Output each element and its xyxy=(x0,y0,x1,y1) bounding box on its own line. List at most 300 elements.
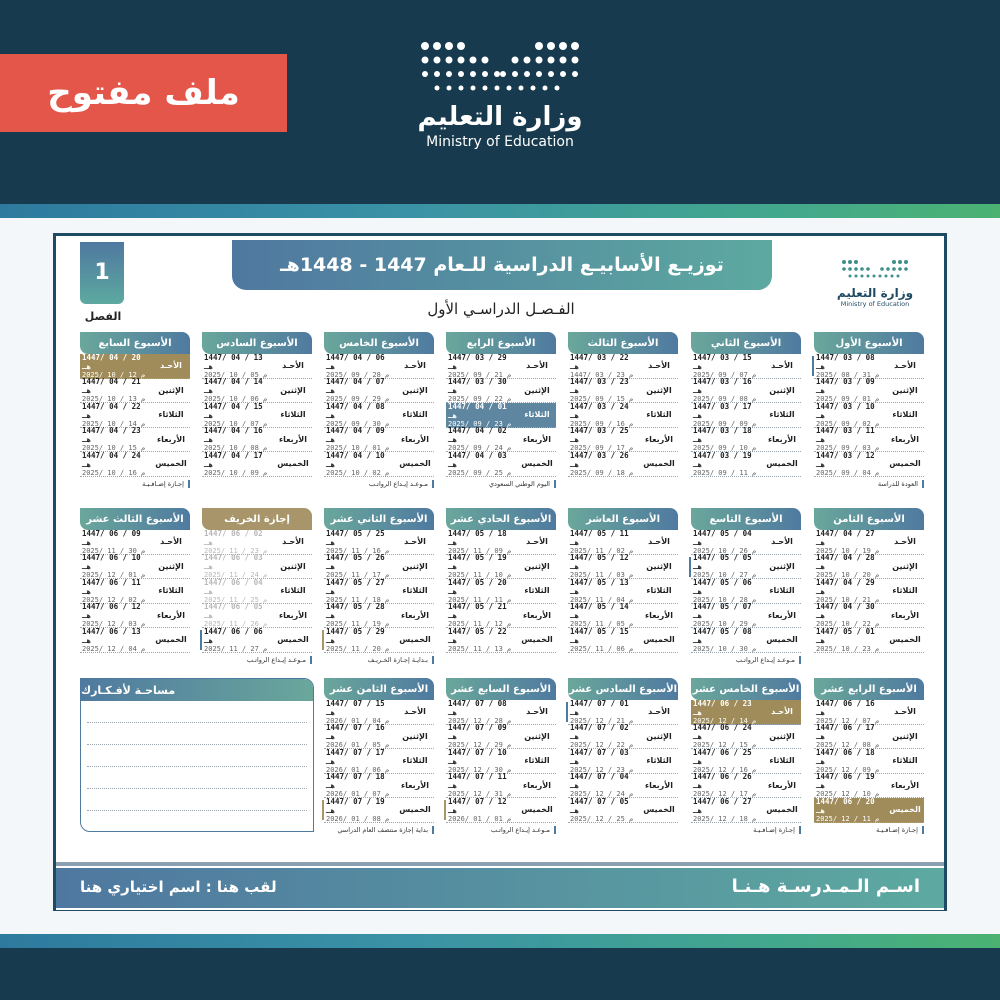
day-name: الثلاثاء xyxy=(524,586,550,596)
day-dates xyxy=(814,426,886,452)
day-dates xyxy=(568,797,640,823)
hijri-date: 1447/ 07 / 18 هـ xyxy=(326,772,385,791)
week-title: الأسبوع الثامن xyxy=(814,508,924,530)
day-dates xyxy=(814,627,886,653)
gregorian-date: 2025/ 09 / 23 م xyxy=(448,419,512,428)
hijri-date: 1447/ 04 / 15 هـ xyxy=(204,401,263,420)
day-name: الثلاثاء xyxy=(646,410,672,420)
gregorian-date: 2025/ 10 / 29 م xyxy=(693,620,757,629)
week-title: الأسبوع الخامس xyxy=(324,332,434,354)
gregorian-date: 2025/ 11 / 23 م xyxy=(204,546,268,555)
day-name: الأربعاء xyxy=(891,780,919,790)
day-row xyxy=(814,700,924,725)
day-row xyxy=(568,452,678,477)
day-name: الثلاثاء xyxy=(402,586,428,596)
day-row xyxy=(691,354,801,379)
ministry-dots-icon xyxy=(415,38,585,98)
gregorian-date: 2025/ 12 / 17 م xyxy=(693,790,757,799)
day-name: الإثنين xyxy=(402,561,428,571)
hijri-date: 1447/ 05 / 18 هـ xyxy=(448,528,507,547)
hijri-date: 1447/ 05 / 26 هـ xyxy=(326,553,385,572)
hijri-date: 1447/ 06 / 20 هـ xyxy=(816,796,875,815)
hijri-date: 1447/ 05 / 29 هـ xyxy=(326,626,385,645)
gregorian-date: 2025/ 10 / 19 م xyxy=(816,546,880,555)
day-row xyxy=(446,628,556,653)
day-dates xyxy=(80,602,152,628)
day-name: الثلاثاء xyxy=(892,586,918,596)
day-dates xyxy=(691,402,763,428)
day-row xyxy=(814,530,924,555)
hijri-date: 1447/ 07 / 19 هـ xyxy=(326,796,385,815)
day-dates xyxy=(568,602,640,628)
day-row xyxy=(324,749,434,774)
day-row xyxy=(80,628,190,653)
day-name: الإثنين xyxy=(280,561,306,571)
gregorian-date: 2025/ 11 / 19 م xyxy=(326,620,390,629)
hijri-date: 1447/ 06 / 25 هـ xyxy=(693,747,752,766)
day-dates xyxy=(568,723,640,749)
gregorian-date: 2025/ 11 / 04 م xyxy=(570,595,634,604)
day-name: الخميس xyxy=(521,459,553,469)
day-name: الخميس xyxy=(399,805,431,815)
day-name: الإثنين xyxy=(402,731,428,741)
day-row xyxy=(814,749,924,774)
day-name: الأحـد xyxy=(526,361,548,371)
day-name: الأحـد xyxy=(771,707,793,717)
hijri-date: 1447/ 04 / 14 هـ xyxy=(204,377,263,396)
day-name: الإثنين xyxy=(646,731,672,741)
day-name: الإثنين xyxy=(892,561,918,571)
gregorian-date: 2026/ 01 / 01 م xyxy=(448,814,512,823)
week-card xyxy=(80,508,190,670)
school-name[interactable]: اسـم الـمـدرسـة هـنـا xyxy=(731,876,920,897)
gregorian-date: 2025/ 09 / 07 م xyxy=(693,370,757,379)
week-title: الأسبوع الثاني xyxy=(691,332,801,354)
day-row xyxy=(324,379,434,404)
day-name: الخميس xyxy=(521,635,553,645)
day-row xyxy=(202,628,312,653)
day-name: الخميس xyxy=(766,805,798,815)
hijri-date: 1447/ 05 / 27 هـ xyxy=(326,577,385,596)
mini-logo-arabic: وزارة التعليم xyxy=(836,286,914,300)
day-name: الأحـد xyxy=(894,707,916,717)
gregorian-date: 2025/ 11 / 20 م xyxy=(326,644,390,653)
day-dates xyxy=(691,748,763,774)
day-dates xyxy=(446,699,518,725)
open-file-badge[interactable]: ملف مفتوح xyxy=(0,54,287,132)
hijri-date: 1447/ 03 / 12 هـ xyxy=(816,450,875,469)
day-dates xyxy=(568,748,640,774)
day-dates xyxy=(202,529,274,555)
day-row xyxy=(446,798,556,823)
hijri-date: 1447/ 04 / 30 هـ xyxy=(816,602,875,621)
hijri-date: 1447/ 04 / 17 هـ xyxy=(204,450,263,469)
day-dates xyxy=(202,602,274,628)
day-row xyxy=(568,604,678,629)
gregorian-date: 2025/ 10 / 05 م xyxy=(204,370,268,379)
day-name: الإثنين xyxy=(892,731,918,741)
day-name: الثلاثاء xyxy=(524,756,550,766)
gregorian-date: 2025/ 10 / 26 م xyxy=(693,546,757,555)
hijri-date: 1447/ 05 / 28 هـ xyxy=(326,602,385,621)
hijri-date: 1447/ 06 / 23 هـ xyxy=(693,698,752,717)
hijri-date: 1447/ 05 / 11 هـ xyxy=(570,528,629,547)
day-row xyxy=(324,428,434,453)
week-title: الأسبوع الرابع xyxy=(446,332,556,354)
day-name: الخميس xyxy=(643,805,675,815)
day-dates xyxy=(324,578,396,604)
gregorian-date: 2025/ 11 / 09 م xyxy=(448,546,512,555)
day-dates xyxy=(446,426,518,452)
day-name: الإثنين xyxy=(524,561,550,571)
gregorian-date: 2025/ 10 / 09 م xyxy=(204,468,268,477)
day-dates xyxy=(691,553,763,579)
day-name: الثلاثاء xyxy=(769,756,795,766)
hijri-date: 1447/ 06 / 12 هـ xyxy=(82,602,141,621)
week-card xyxy=(446,678,556,840)
hijri-date: 1447/ 07 / 11 هـ xyxy=(448,772,507,791)
hijri-date: 1447/ 03 / 24 هـ xyxy=(570,401,629,420)
day-dates xyxy=(202,627,274,653)
week-note: بـدايـة إجـازة الخـريـف xyxy=(324,656,434,664)
day-dates xyxy=(324,748,396,774)
day-dates xyxy=(814,451,886,477)
hijri-date: 1447/ 06 / 06 هـ xyxy=(204,626,263,645)
day-row xyxy=(691,604,801,629)
hijri-date: 1447/ 06 / 04 هـ xyxy=(204,577,263,596)
day-name: الأحـد xyxy=(894,361,916,371)
day-name: الأربعاء xyxy=(768,780,796,790)
day-dates xyxy=(446,748,518,774)
gregorian-date: 2025/ 09 / 18 م xyxy=(570,468,634,477)
day-row xyxy=(814,604,924,629)
week-title: إجازة الخريف xyxy=(202,508,312,530)
day-dates xyxy=(691,353,763,379)
day-dates xyxy=(324,529,396,555)
gregorian-date: 2025/ 09 / 30 م xyxy=(326,419,390,428)
gregorian-date: 2025/ 12 / 07 م xyxy=(816,716,880,725)
day-row xyxy=(446,604,556,629)
week-title: الأسبوع السادس xyxy=(202,332,312,354)
day-row xyxy=(814,354,924,379)
day-row xyxy=(202,354,312,379)
week-title: الأسبوع السابع عشر xyxy=(446,678,556,700)
day-dates xyxy=(202,377,274,403)
day-row xyxy=(324,628,434,653)
gregorian-date: 2025/ 09 / 04 م xyxy=(816,468,880,477)
day-dates xyxy=(814,772,886,798)
day-dates xyxy=(324,699,396,725)
day-name: الإثنين xyxy=(769,561,795,571)
day-row xyxy=(446,700,556,725)
gregorian-date: 2025/ 12 / 15 م xyxy=(693,741,757,750)
ideas-line[interactable] xyxy=(87,745,307,767)
gregorian-date: 2025/ 09 / 03 م xyxy=(816,444,880,453)
week-card xyxy=(568,678,678,840)
day-name: الأربعاء xyxy=(523,610,551,620)
day-name: الثلاثاء xyxy=(769,586,795,596)
gregorian-date: 2025/ 10 / 21 م xyxy=(816,595,880,604)
hijri-date: 1447/ 07 / 15 هـ xyxy=(326,698,385,717)
day-dates xyxy=(202,426,274,452)
day-dates xyxy=(80,353,152,379)
day-row xyxy=(814,798,924,823)
day-row xyxy=(568,725,678,750)
week-card xyxy=(814,332,924,494)
day-name: الإثنين xyxy=(402,385,428,395)
hijri-date: 1447/ 07 / 12 هـ xyxy=(448,796,507,815)
week-card xyxy=(324,508,434,670)
gregorian-date: 2025/ 10 / 02 م xyxy=(326,468,390,477)
gregorian-date: 2025/ 08 / 31 م xyxy=(816,370,880,379)
gregorian-date: 2025/ 10 / 30 م xyxy=(693,644,757,653)
hijri-date: 1447/ 03 / 30 هـ xyxy=(448,377,507,396)
day-row xyxy=(568,774,678,799)
hijri-date: 1447/ 04 / 02 هـ xyxy=(448,426,507,445)
hijri-date: 1447/ 06 / 09 هـ xyxy=(82,528,141,547)
hijri-date: 1447/ 04 / 28 هـ xyxy=(816,553,875,572)
day-name: الأربعاء xyxy=(279,434,307,444)
day-row xyxy=(80,555,190,580)
day-row xyxy=(814,555,924,580)
week-card xyxy=(324,678,434,840)
hijri-date: 1447/ 07 / 05 هـ xyxy=(570,796,629,815)
hijri-date: 1447/ 06 / 27 هـ xyxy=(693,796,752,815)
hijri-date: 1447/ 07 / 08 هـ xyxy=(448,698,507,717)
ideas-line[interactable] xyxy=(87,767,307,789)
day-name: الأحـد xyxy=(282,361,304,371)
day-name: الثلاثاء xyxy=(892,410,918,420)
gregorian-date: 2025/ 12 / 04 م xyxy=(82,644,146,653)
day-name: الخميس xyxy=(766,459,798,469)
day-name: الأربعاء xyxy=(523,780,551,790)
ideas-box[interactable] xyxy=(80,678,314,832)
day-name: الأربعاء xyxy=(891,610,919,620)
gregorian-date: 2025/ 12 / 09 م xyxy=(816,765,880,774)
day-name: الثلاثاء xyxy=(280,586,306,596)
hijri-date: 1447/ 03 / 15 هـ xyxy=(693,352,752,371)
day-dates xyxy=(324,797,396,823)
day-name: الأربعاء xyxy=(768,610,796,620)
hijri-date: 1447/ 05 / 05 هـ xyxy=(693,553,752,572)
gregorian-date: 2025/ 11 / 30 م xyxy=(82,546,146,555)
week-title: الأسبوع السابع xyxy=(80,332,190,354)
ideas-line[interactable] xyxy=(87,789,307,811)
day-name: الثلاثاء xyxy=(158,410,184,420)
gregorian-date: 2025/ 11 / 03 م xyxy=(570,571,634,580)
week-card xyxy=(814,678,924,840)
ideas-line[interactable] xyxy=(87,723,307,745)
hijri-date: 1447/ 03 / 25 هـ xyxy=(570,426,629,445)
gregorian-date: 2026/ 01 / 06 م xyxy=(326,765,390,774)
day-row xyxy=(80,403,190,428)
gregorian-date: 2025/ 11 / 06 م xyxy=(570,644,634,653)
day-row xyxy=(814,403,924,428)
day-row xyxy=(568,530,678,555)
week-title: الأسبوع الرابع عشر xyxy=(814,678,924,700)
day-name: الخميس xyxy=(399,459,431,469)
day-dates xyxy=(80,377,152,403)
top-stripe xyxy=(0,204,1000,218)
day-dates xyxy=(324,402,396,428)
gregorian-date: 2025/ 12 / 01 م xyxy=(82,571,146,580)
hijri-date: 1447/ 05 / 13 هـ xyxy=(570,577,629,596)
gregorian-date: 2025/ 10 / 08 م xyxy=(204,444,268,453)
day-row xyxy=(80,452,190,477)
day-name: الأربعاء xyxy=(157,610,185,620)
day-name: الأحـد xyxy=(648,537,670,547)
hijri-date: 1447/ 07 / 16 هـ xyxy=(326,723,385,742)
day-row xyxy=(691,774,801,799)
day-row xyxy=(202,555,312,580)
week-card xyxy=(568,332,678,494)
gregorian-date: 2025/ 10 / 20 م xyxy=(816,571,880,580)
gregorian-date: 2025/ 09 / 29 م xyxy=(326,395,390,404)
hijri-date: 1447/ 06 / 24 هـ xyxy=(693,723,752,742)
day-name: الثلاثاء xyxy=(646,756,672,766)
day-row xyxy=(324,403,434,428)
day-name: الأحـد xyxy=(771,361,793,371)
day-name: الإثنين xyxy=(646,385,672,395)
day-dates xyxy=(202,402,274,428)
day-dates xyxy=(568,627,640,653)
ideas-line[interactable] xyxy=(87,701,307,723)
day-row xyxy=(814,725,924,750)
gregorian-date: 2025/ 09 / 11 م xyxy=(693,468,757,477)
gregorian-date: 2025/ 09 / 21 م xyxy=(448,370,512,379)
day-dates xyxy=(568,353,640,379)
gregorian-date: 2025/ 12 / 18 م xyxy=(693,814,757,823)
gregorian-date: 2025/ 09 / 16 م xyxy=(570,419,634,428)
day-row xyxy=(691,403,801,428)
gregorian-date: 2025/ 09 / 02 م xyxy=(816,419,880,428)
logo-arabic: وزارة التعليم xyxy=(417,102,583,132)
day-row xyxy=(202,379,312,404)
hijri-date: 1447/ 05 / 04 هـ xyxy=(693,528,752,547)
day-row xyxy=(568,700,678,725)
day-dates xyxy=(814,529,886,555)
gregorian-date: 2025/ 10 / 28 م xyxy=(693,595,757,604)
day-dates xyxy=(568,402,640,428)
hijri-date: 1447/ 07 / 09 هـ xyxy=(448,723,507,742)
hijri-date: 1447/ 05 / 25 هـ xyxy=(326,528,385,547)
hijri-date: 1447/ 04 / 21 هـ xyxy=(82,377,141,396)
day-row xyxy=(691,428,801,453)
day-name: الثلاثاء xyxy=(524,410,550,420)
calendar-sheet xyxy=(53,233,947,911)
week-card xyxy=(691,678,801,840)
week-note: بداية إجازة منتصف العام الدراسي xyxy=(324,826,434,834)
hijri-date: 1447/ 05 / 19 هـ xyxy=(448,553,507,572)
day-row xyxy=(446,428,556,453)
week-title: الأسبوع الخامس عشر xyxy=(691,678,801,700)
day-dates xyxy=(814,748,886,774)
gregorian-date: 2025/ 09 / 08 م xyxy=(693,395,757,404)
day-name: الأربعاء xyxy=(157,434,185,444)
day-dates xyxy=(324,426,396,452)
gregorian-date: 2025/ 11 / 11 م xyxy=(448,595,512,604)
gregorian-date: 2025/ 12 / 16 م xyxy=(693,765,757,774)
week-card xyxy=(691,332,801,494)
day-name: الخميس xyxy=(889,635,921,645)
day-row xyxy=(446,452,556,477)
day-dates xyxy=(568,772,640,798)
hijri-date: 1447/ 07 / 04 هـ xyxy=(570,772,629,791)
gregorian-date: 2025/ 11 / 26 م xyxy=(204,620,268,629)
teacher-name[interactable]: لقب هنا : اسم اختياري هنا xyxy=(80,878,277,896)
day-row xyxy=(202,428,312,453)
day-dates xyxy=(446,377,518,403)
day-name: الخميس xyxy=(277,635,309,645)
week-note: إجـازة إضـافـيـة xyxy=(691,826,801,834)
day-name: الخميس xyxy=(643,635,675,645)
day-dates xyxy=(691,723,763,749)
week-card xyxy=(202,508,312,670)
day-name: الخميس xyxy=(643,459,675,469)
hijri-date: 1447/ 03 / 10 هـ xyxy=(816,401,875,420)
week-card xyxy=(691,508,801,670)
footer-divider xyxy=(56,862,944,866)
day-name: الثلاثاء xyxy=(280,410,306,420)
hijri-date: 1447/ 03 / 16 هـ xyxy=(693,377,752,396)
day-dates xyxy=(324,772,396,798)
hijri-date: 1447/ 04 / 29 هـ xyxy=(816,577,875,596)
gregorian-date: 2025/ 09 / 22 م xyxy=(448,395,512,404)
day-row xyxy=(80,530,190,555)
day-dates xyxy=(446,353,518,379)
day-dates xyxy=(814,553,886,579)
day-dates xyxy=(446,529,518,555)
day-dates xyxy=(80,529,152,555)
hijri-date: 1447/ 03 / 23 هـ xyxy=(570,377,629,396)
term-number: 1 xyxy=(80,242,124,304)
day-dates xyxy=(446,553,518,579)
week-title: الأسبوع الثاني عشر xyxy=(324,508,434,530)
day-dates xyxy=(568,451,640,477)
week-card xyxy=(202,332,312,494)
hijri-date: 1447/ 06 / 02 هـ xyxy=(204,528,263,547)
gregorian-date: 2025/ 11 / 18 م xyxy=(326,595,390,604)
day-dates xyxy=(446,451,518,477)
week-card xyxy=(446,508,556,670)
week-note: إجـازة إضـافـيـة xyxy=(814,826,924,834)
day-dates xyxy=(446,402,518,428)
header xyxy=(0,0,1000,200)
ministry-logo xyxy=(400,38,600,166)
day-name: الأحـد xyxy=(160,361,182,371)
day-row xyxy=(324,555,434,580)
day-name: الإثنين xyxy=(646,561,672,571)
week-title: الأسبوع التاسع xyxy=(691,508,801,530)
bottom-stripe xyxy=(0,934,1000,948)
gregorian-date: 2025/ 10 / 27 م xyxy=(693,571,757,580)
gregorian-date: 2025/ 12 / 28 م xyxy=(448,716,512,725)
day-row xyxy=(324,700,434,725)
day-name: الأربعاء xyxy=(401,610,429,620)
hijri-date: 1447/ 04 / 09 هـ xyxy=(326,426,385,445)
day-name: الخميس xyxy=(155,459,187,469)
hijri-date: 1447/ 04 / 20 هـ xyxy=(82,352,141,371)
day-row xyxy=(446,774,556,799)
day-dates xyxy=(691,426,763,452)
hijri-date: 1447/ 03 / 18 هـ xyxy=(693,426,752,445)
day-dates xyxy=(691,578,763,604)
day-name: الثلاثاء xyxy=(402,756,428,766)
hijri-date: 1447/ 05 / 12 هـ xyxy=(570,553,629,572)
week-card xyxy=(568,508,678,670)
gregorian-date: 2025/ 12 / 29 م xyxy=(448,741,512,750)
day-name: الأربعاء xyxy=(645,780,673,790)
